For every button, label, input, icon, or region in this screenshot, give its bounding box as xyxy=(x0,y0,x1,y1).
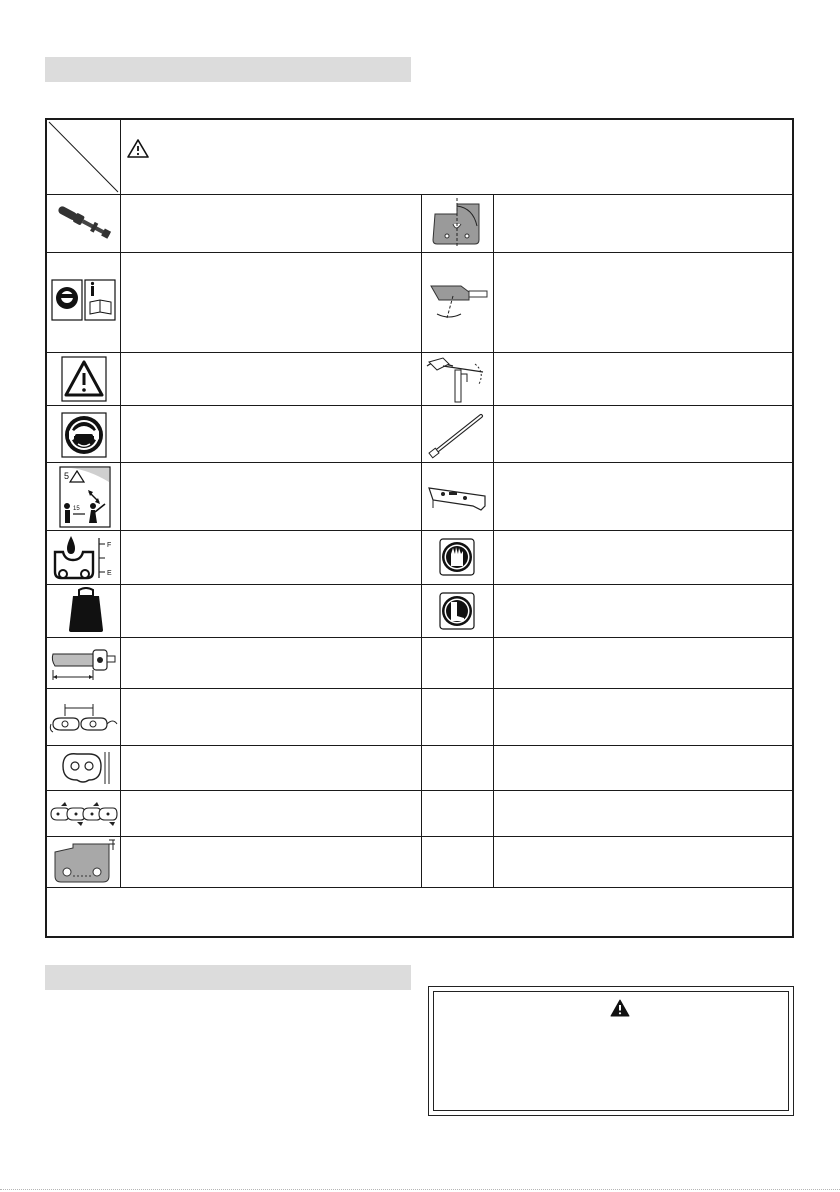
section-heading-bar-bottom xyxy=(45,965,411,990)
depth-gauge-setting-icon xyxy=(51,838,117,886)
warning-box-inner xyxy=(433,991,789,1111)
svg-text:F: F xyxy=(107,542,112,549)
header-warning-icon xyxy=(127,138,149,158)
round-file-icon xyxy=(427,410,487,460)
warning-box-alert-icon xyxy=(610,999,630,1017)
pole-saw-icon xyxy=(53,202,115,244)
depth-gauge-angle-icon xyxy=(425,278,489,322)
cutter-top-angle-icon xyxy=(427,196,487,250)
warning-box xyxy=(428,986,794,1116)
chain-pitch-icon xyxy=(49,694,119,742)
svg-text:5: 5 xyxy=(64,471,70,481)
read-manual-icon xyxy=(51,276,117,324)
gloves-icon xyxy=(439,538,475,576)
section-heading-bar-top xyxy=(45,57,411,82)
bar-length-icon xyxy=(49,640,119,686)
chain-oil-tank-icon xyxy=(51,532,117,582)
head-eye-ear-protection-icon xyxy=(61,412,107,458)
page-bottom-dotted-line xyxy=(0,1189,840,1190)
drive-link-gauge-icon xyxy=(59,748,113,788)
svg-text:15: 15 xyxy=(73,506,80,512)
drive-link-count-icon xyxy=(49,796,119,832)
corner-diagonal-icon xyxy=(47,120,120,194)
depth-gauge-tool-icon xyxy=(425,478,491,518)
boots-icon xyxy=(439,592,475,630)
file-angle-icon xyxy=(423,356,491,404)
weight-icon xyxy=(67,586,105,634)
svg-text:E: E xyxy=(107,570,112,577)
symbol-table xyxy=(45,118,794,938)
overhead-distance-warning-icon xyxy=(59,466,111,528)
warning-triangle-icon xyxy=(61,356,107,402)
